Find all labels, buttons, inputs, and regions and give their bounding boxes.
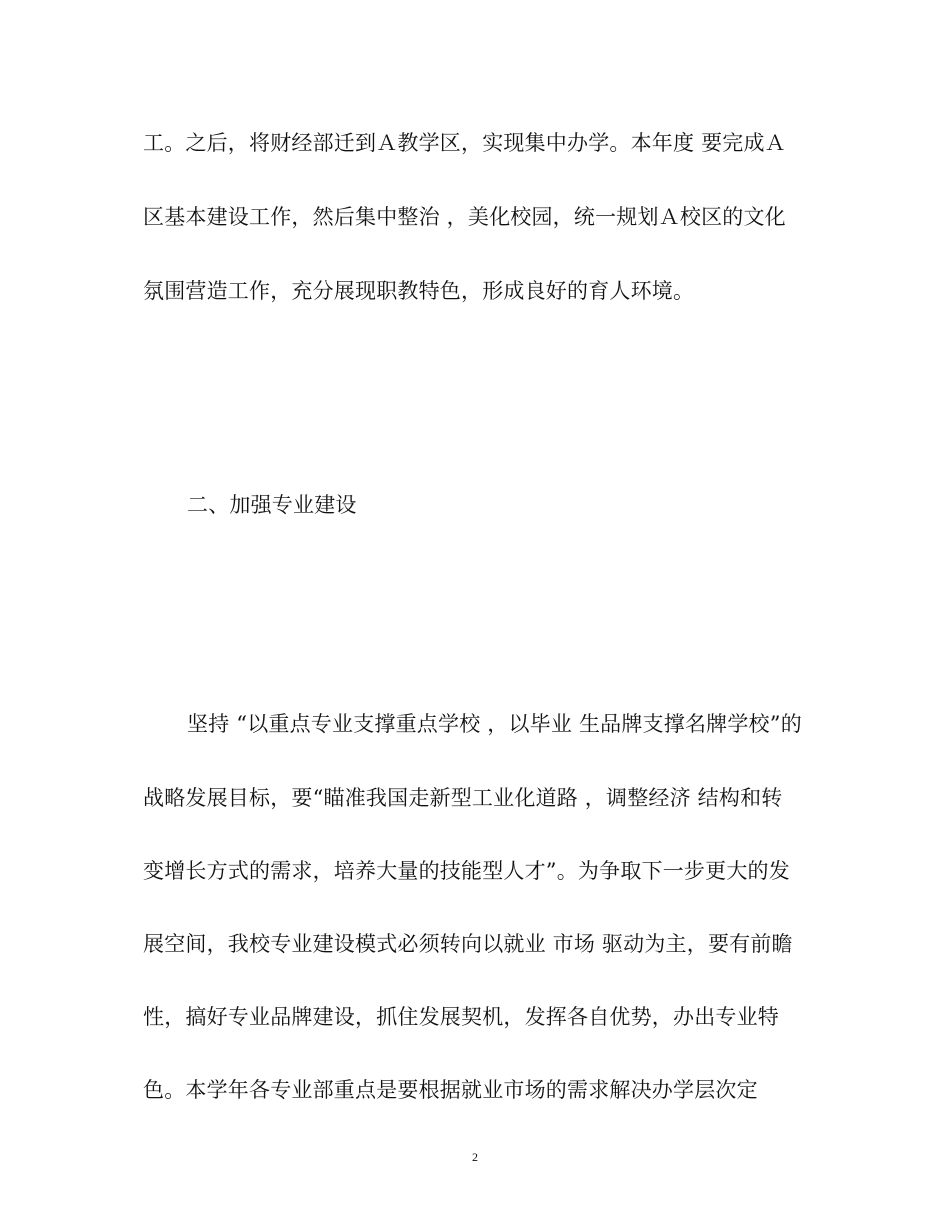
- paragraph-1-line-1: 工。之后，将财经部迁到Ａ教学区，实现集中办学。本年度 要完成Ａ: [143, 131, 786, 155]
- paragraph-2-line-2: 战略发展目标，要“瞄准我国走新型工业化道路 ，调整经济 结构和转: [143, 786, 783, 810]
- paragraph-2-line-4: 展空间，我校专业建设模式必须转向以就业 市场 驱动为主，要有前瞻: [143, 932, 793, 956]
- paragraph-2-line-3: 变增长方式的需求，培养大量的技能型人才”。为争取下一步更大的发: [143, 859, 790, 883]
- paragraph-1-line-2: 区基本建设工作，然后集中整治 ，美化校园，统一规划Ａ校区的文化: [143, 205, 786, 229]
- paragraph-2-line-5: 性，搞好专业品牌建设，抓住发展契机，发挥各自优势，办出专业特: [143, 1005, 779, 1029]
- page-number: 2: [472, 1150, 478, 1164]
- paragraph-2-line-6: 色。本学年各专业部重点是要根据就业市场的需求解决办学层次定: [143, 1078, 758, 1102]
- paragraph-2-line-1: 坚持 “以重点专业支撑重点学校 ，以毕业 生品牌支撑名牌学校”的: [187, 712, 802, 736]
- section-heading: 二、加强专业建设: [187, 493, 357, 517]
- paragraph-1-line-3: 氛围营造工作，充分展现职教特色，形成良好的育人环境。: [143, 279, 695, 303]
